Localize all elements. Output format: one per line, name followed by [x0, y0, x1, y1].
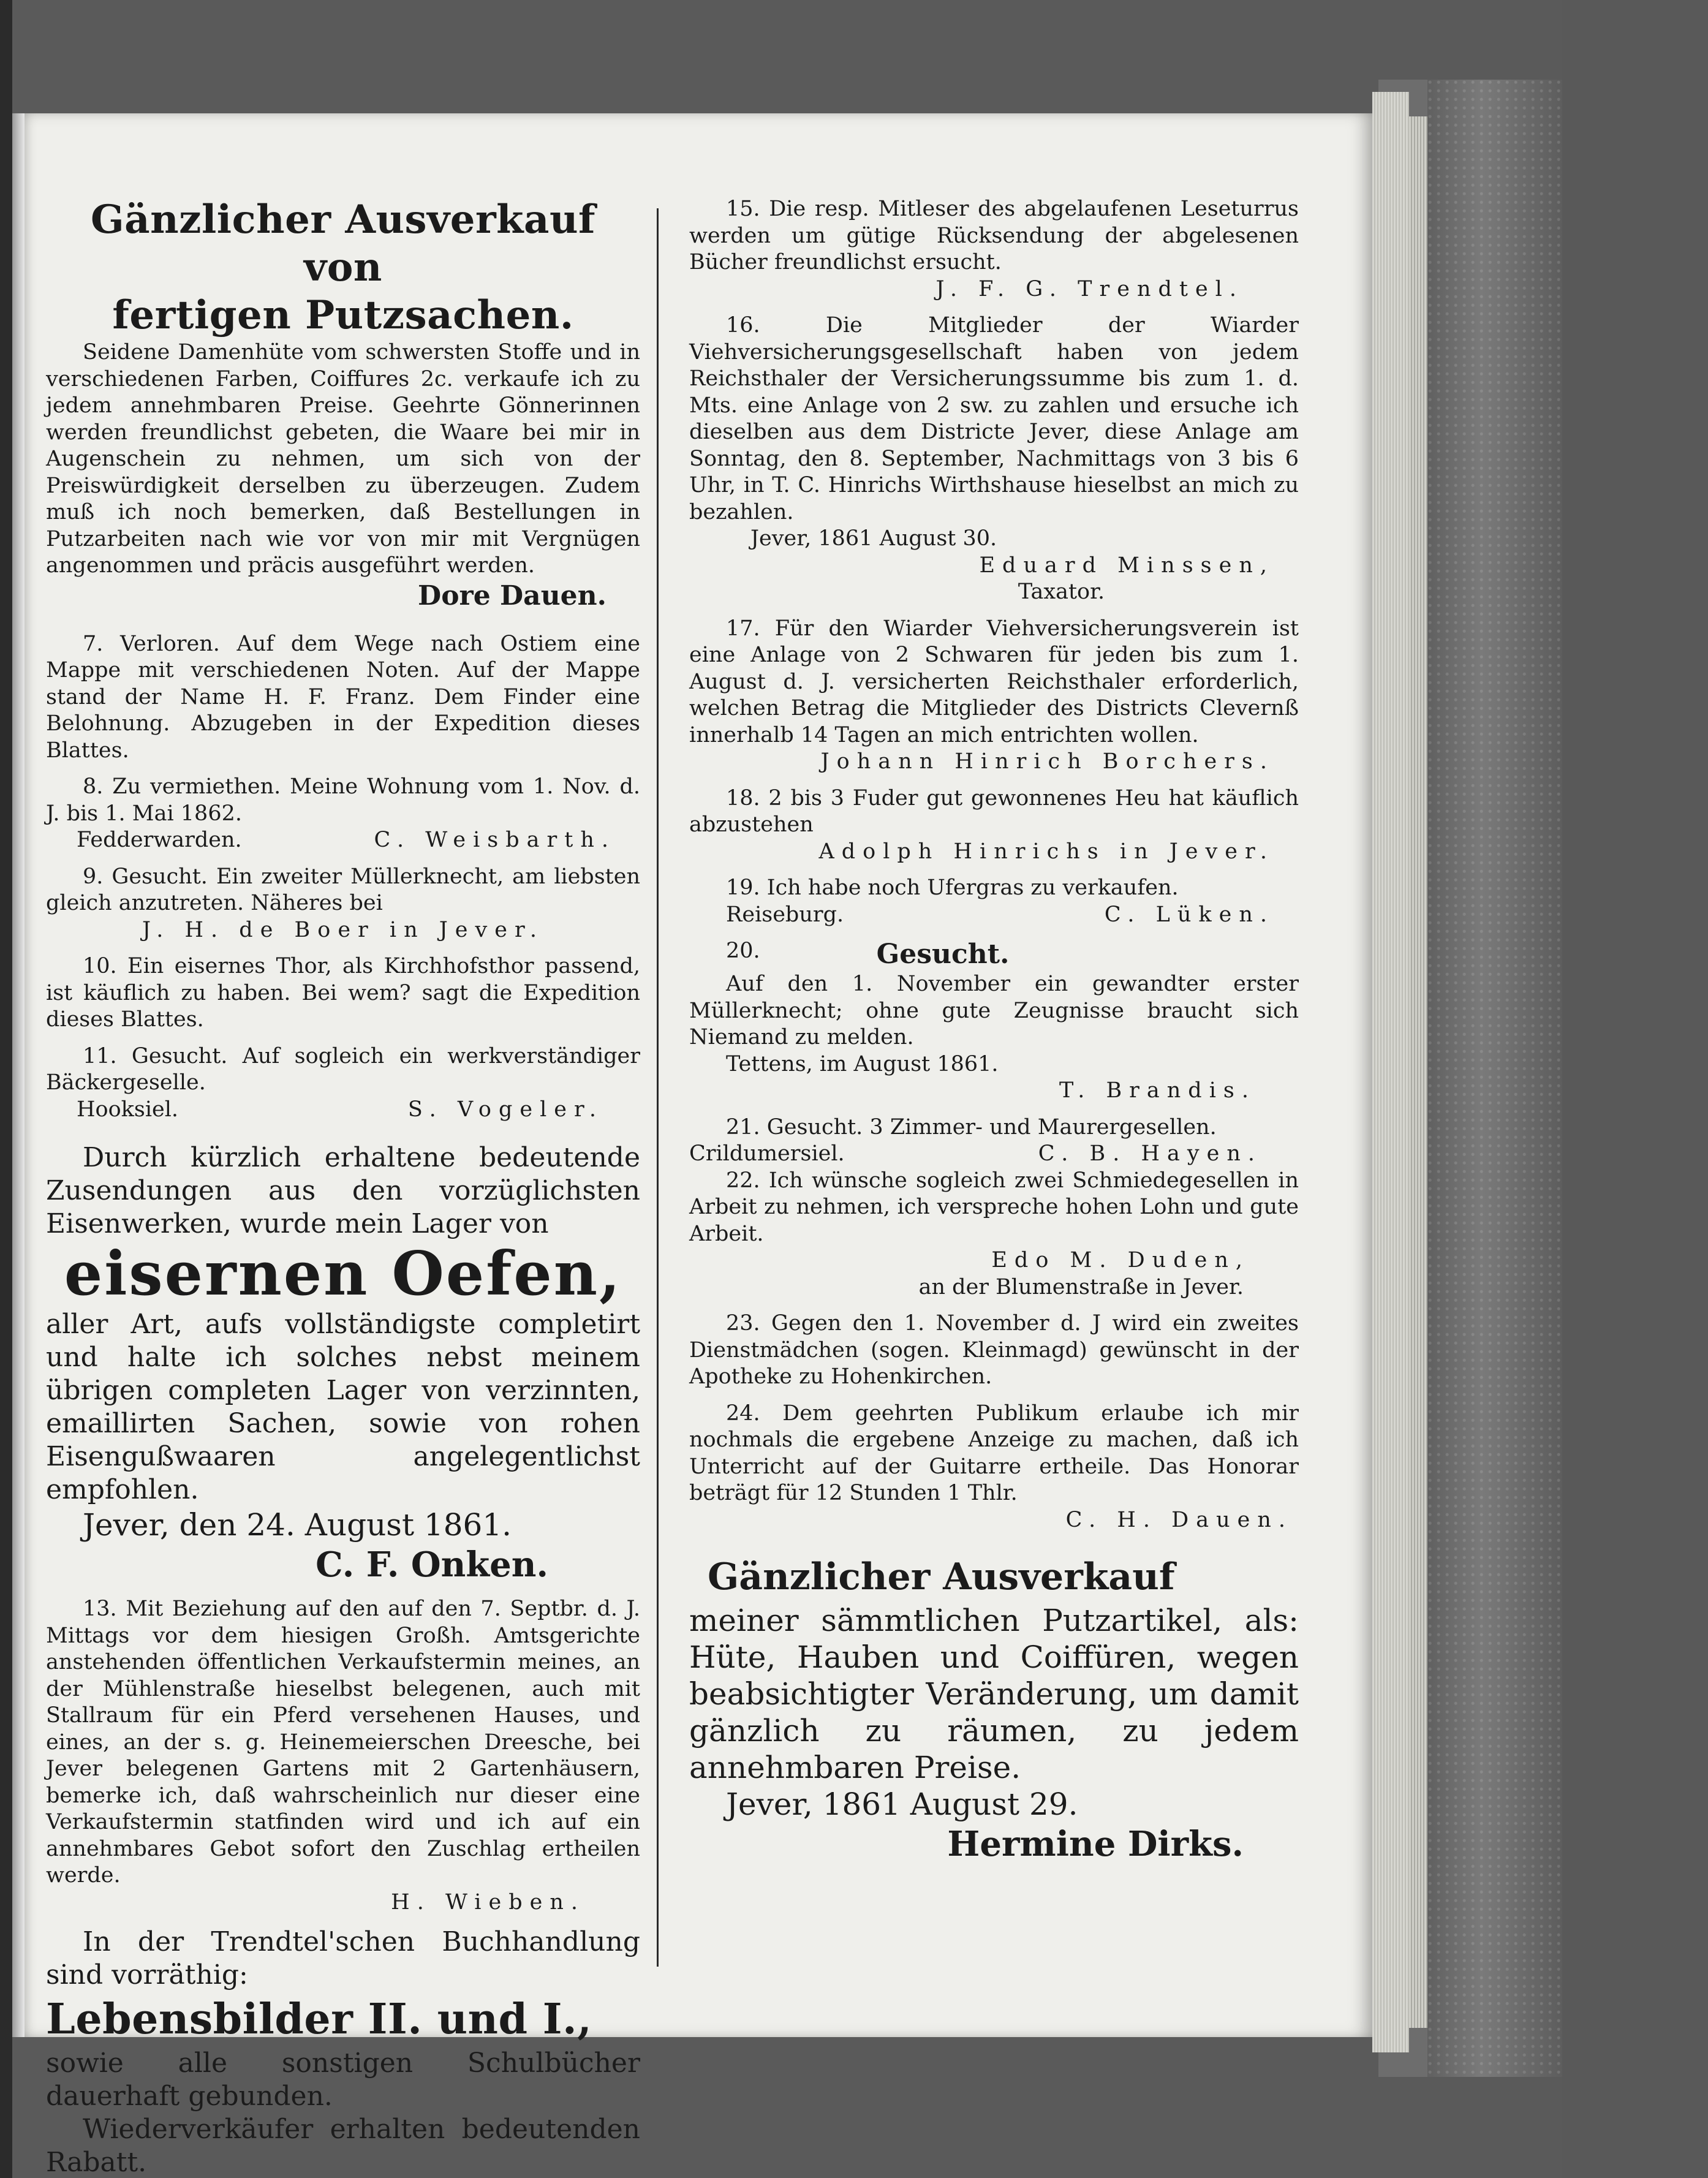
- notice-20-heading: Gesucht.: [876, 939, 1010, 970]
- buch-title: Lebensbilder II. und I.,: [46, 1995, 592, 2044]
- notice-20-signature: T. Brandis.: [1059, 1078, 1256, 1103]
- book-cover-texture: [1427, 80, 1562, 2077]
- notice-16-role: Taxator.: [1018, 580, 1105, 604]
- notice-11-signature: S. Vogeler.: [407, 1097, 603, 1122]
- notice-8: 8. Zu vermiethen. Meine Wohnung vom 1. Nov. d. J. bis 1. Mai 1862.: [46, 774, 640, 826]
- notice-21-place: Crildumersiel.: [689, 1141, 845, 1166]
- ad1-title-line1: Gänzlicher Ausverkauf von: [90, 197, 596, 290]
- notice-11: 11. Gesucht. Auf sogleich ein werkverständiger Bäckergeselle.: [46, 1043, 640, 1095]
- notice-19: 19. Ich habe noch Ufergras zu verkaufen.: [726, 875, 1179, 900]
- ad2-body: meiner sämmtlichen Putzartikel, als: Hüte, Hauben und Coiffüren, wegen beabsichtigter Veränderung, um damit gänzlich zu räumen, zu jedem annehmbaren Preise.: [689, 1603, 1299, 1785]
- notice-16: 16. Die Mitglieder der Wiarder Viehversicherungsgesellschaft haben von jedem Reichsthaler der Versicherungssumme bis zum 1. d. Mts. eine Anlage von 2 sw. zu zahlen und ersuche ich dieselben aus dem Districte Jever, diese Anlage am Sonntag, den 8. September, Nachmittags von 3 bis 6 Uhr, in T. C. Hinrichs Wirthshause hieselbst an mich zu bezahlen.: [689, 313, 1299, 524]
- ad2-title: Gänzlicher Ausverkauf: [708, 1556, 1175, 1598]
- notice-15-signature: J. F. G. Trendtel.: [935, 276, 1244, 301]
- notice-13-signature: H. Wieben.: [391, 1889, 585, 1915]
- notice-23: 23. Gegen den 1. November d. J wird ein zweites Dienstmädchen (sogen. Kleinmagd) gewünscht in der Apotheke zu Hohenkirchen.: [689, 1311, 1299, 1389]
- notice-24: 24. Dem geehrten Publikum erlaube ich mir nochmals die ergebene Anzeige zu machen, daß ich Unterricht auf der Guitarre ertheile. Das Honorar beträgt für 12 Stunden 1 Thlr.: [689, 1401, 1299, 1505]
- notice-18: 18. 2 bis 3 Fuder gut gewonnenes Heu hat käuflich abzustehen: [689, 785, 1299, 837]
- buch-rabatt: Wiederverkäufer erhalten bedeutenden Rabatt.: [46, 2114, 640, 2178]
- ad1-body: Seidene Damenhüte vom schwersten Stoffe und in verschiedenen Farben, Coiffures 2c. verkaufe ich zu jedem annehmbaren Preise. Geehrte Gönnerinnen werden freundlichst gebeten, die Waare bei mir in Augenschein zu nehmen, um sich von der Preiswürdigkeit derselben zu überzeugen. Zudem muß ich noch bemerken, daß Bestellungen in Putzarbeiten nach wie vor von mir mit Vergnügen angenommen und präcis ausgeführt werden.: [46, 340, 640, 578]
- notice-11-place: Hooksiel.: [77, 1097, 179, 1122]
- notice-20-number: 20.: [726, 939, 760, 963]
- ofen-intro: Durch kürzlich erhaltene bedeutende Zusendungen aus den vorzüglichsten Eisenwerken, wurde mein Lager von: [46, 1142, 640, 1239]
- notice-10: 10. Ein eisernes Thor, als Kirchhofsthor passend, ist käuflich zu haben. Bei wem? sagt die Expedition dieses Blattes.: [46, 954, 640, 1032]
- ofen-title: eisernen Oefen,: [64, 1239, 622, 1309]
- notice-8-signature: C. Weisbarth.: [374, 828, 616, 852]
- column-divider: [657, 208, 659, 1967]
- ofen-signature: C. F. Onken.: [316, 1545, 548, 1585]
- notice-16-date: Jever, 1861 August 30.: [750, 526, 997, 551]
- ad1-title-line2: fertigen Putzsachen.: [112, 292, 574, 338]
- notice-21-footer: [689, 1141, 1299, 1168]
- notice-19-place: Reiseburg.: [726, 902, 844, 927]
- notice-16-signature: Eduard Minssen,: [979, 553, 1274, 578]
- buch-body: sowie alle sonstigen Schulbücher dauerhaft gebunden.: [46, 2048, 640, 2112]
- buch-intro: In der Trendtel'schen Buchhandlung sind vorräthig:: [46, 1926, 640, 1991]
- ad2-date: Jever, 1861 August 29.: [726, 1787, 1078, 1822]
- page-edges-outer: [1409, 116, 1427, 2028]
- notice-20-header: [689, 938, 1299, 971]
- notice-13: 13. Mit Beziehung auf den auf den 7. Septbr. d. J. Mittags vor dem hiesigen Großh. Amtsgerichte anstehenden öffentlichen Verkaufstermin meines, an der Mühlenstraße hieselbst belegenen, auch mit Stallraum für ein Pferd versehenen Hauses, und eines, an der s. g. Heinemeierschen Dreesche, bei Jever belegenen Gartens mit 2 Gartenhäusern, bemerke ich, daß wahrscheinlich nur dieser eine Verkaufstermin statfinden wird und ich auf ein annehmbares Gebot sofort den Zuschlag ertheilen werde.: [46, 1597, 640, 1888]
- background: [1562, 0, 1708, 2178]
- notice-22-signature: Edo M. Duden,: [991, 1248, 1250, 1272]
- right-column: [689, 196, 1299, 1866]
- notice-22-address: an der Blumenstraße in Jever.: [918, 1274, 1244, 1299]
- ofen-date: Jever, den 24. August 1861.: [83, 1507, 512, 1543]
- notice-19-footer: [689, 902, 1299, 929]
- facing-page-edge: [0, 0, 12, 2178]
- notice-15: 15. Die resp. Mitleser des abgelaufenen Leseturrus werden um gütige Rücksendung der abgelesenen Bücher freundlichst ersucht.: [689, 197, 1299, 274]
- notice-19-signature: C. Lüken.: [1104, 902, 1274, 927]
- notice-9-signature: J. H. de Boer in Jever.: [142, 917, 545, 942]
- notice-9: 9. Gesucht. Ein zweiter Müllerknecht, am liebsten gleich anzutreten. Näheres bei: [46, 864, 640, 915]
- ofen-body: aller Art, aufs vollständigste completirt und halte ich solches nebst meinem übrigen completen Lager von verzinnten, emaillirten Sachen, sowie von rohen Eisengußwaaren angelegentlichst empfohlen.: [46, 1309, 640, 1505]
- notice-8-footer: [46, 827, 640, 854]
- notice-11-footer: [46, 1097, 640, 1124]
- notice-8-place: Fedderwarden.: [77, 828, 242, 852]
- notice-20: Auf den 1. November ein gewandter erster Müllerknecht; ohne gute Zeugnisse braucht sich Niemand zu melden.: [689, 972, 1299, 1049]
- ad2-signature: Hermine Dirks.: [947, 1824, 1244, 1864]
- notice-21-signature: C. B. Hayen.: [1038, 1141, 1262, 1166]
- notice-22: 22. Ich wünsche sogleich zwei Schmiedegesellen in Arbeit zu nehmen, ich verspreche hohen Lohn und gute Arbeit.: [689, 1168, 1299, 1246]
- book-gutter: [12, 113, 25, 2037]
- notice-20-date: Tettens, im August 1861.: [726, 1051, 999, 1076]
- ad1-signature: Dore Dauen.: [418, 580, 606, 611]
- notice-21: 21. Gesucht. 3 Zimmer- und Maurergesellen.: [726, 1114, 1217, 1140]
- notice-17-signature: Johann Hinrich Borchers.: [820, 749, 1274, 774]
- notice-18-signature: Adolph Hinrichs in Jever.: [818, 839, 1274, 864]
- page-edges: [1372, 92, 1409, 2052]
- notice-7: 7. Verloren. Auf dem Wege nach Ostiem eine Mappe mit verschiedenen Noten. Auf der Mappe stand der Name H. F. Franz. Dem Finder eine Belohnung. Abzugeben in der Expedition dieses Blattes.: [46, 631, 640, 763]
- left-column: [46, 196, 640, 2178]
- notice-17: 17. Für den Wiarder Viehversicherungsverein ist eine Anlage von 2 Schwaren für jeden bis zum 1. August d. J. versicherten Reichsthaler erforderlich, welchen Betrag die Mitglieder des Districts Clevernß innerhalb 14 Tagen an mich entrichten wollen.: [689, 616, 1299, 747]
- notice-24-signature: C. H. Dauen.: [1065, 1507, 1293, 1532]
